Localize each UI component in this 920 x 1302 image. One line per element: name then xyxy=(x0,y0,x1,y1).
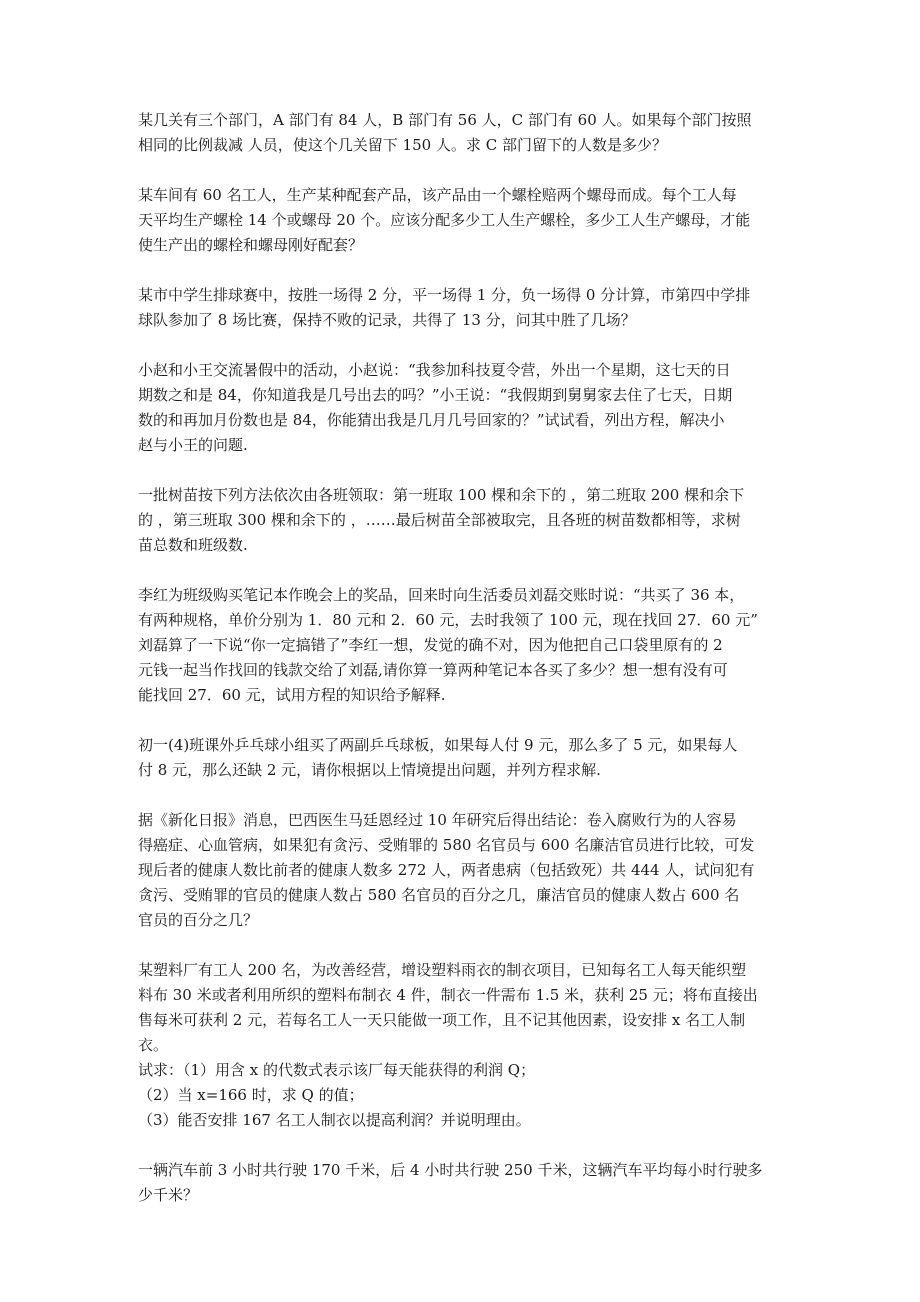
problem-line: 贪污、受贿罪的官员的健康人数占 580 名官员的百分之几，廉洁官员的健康人数占 600 名 xyxy=(138,886,740,904)
problem-6 xyxy=(138,583,788,708)
problem-4 xyxy=(138,358,788,458)
problem-line: 李红为班级购买笔记本作晚会上的奖品，回来时向生活委员刘磊交账时说：“共买了 36 本， xyxy=(138,586,745,604)
problem-1 xyxy=(138,108,788,158)
problem-line: 天平均生产螺栓 14 个或螺母 20 个。应该分配多少工人生产螺栓，多少工人生产螺母，才能 xyxy=(138,211,751,229)
problem-line: 售每米可获利 2 元，若每名工人一天只能做一项工作，且不记其他因素，设安排 x 名工人制 xyxy=(138,1011,746,1029)
problem-line: 元钱一起当作找回的钱款交给了刘磊,请你算一算两种笔记本各买了多少？想一想有没有可 xyxy=(138,661,728,679)
problem-line: 据《新化日报》消息，巴西医生马廷恩经过 10 年研究后得出结论：卷入腐败行为的人容易 xyxy=(138,811,737,829)
sub-question: （2）当 x=166 时，求 Q 的值； xyxy=(138,1086,364,1104)
problem-line: 数的和再加月份数也是 84，你能猜出我是几月几号回家的？”试试看，列出方程，解决小 xyxy=(138,411,725,429)
problem-line: 得癌症、心血管病，如果犯有贪污、受贿罪的 580 名官员与 600 名廉洁官员进行比较，可发 xyxy=(138,836,755,854)
problem-line: 苗总数和班级数. xyxy=(138,536,248,554)
problem-line: 某塑料厂有工人 200 名，为改善经营，增设塑料雨衣的制衣项目，已知每名工人每天能织塑 xyxy=(138,961,747,979)
problem-line: 某车间有 60 名工人，生产某种配套产品，该产品由一个螺栓赔两个螺母而成。每个工人每 xyxy=(138,186,737,204)
sub-question: （3）能否安排 167 名工人制衣以提高利润？并说明理由。 xyxy=(138,1111,531,1129)
problem-line: 衣。 xyxy=(138,1036,169,1054)
problem-line: 刘磊算了一下说“你一定搞错了”李红一想，发觉的确不对，因为他把自己口袋里原有的 2 xyxy=(138,636,723,654)
problem-line: 某市中学生排球赛中，按胜一场得 2 分，平一场得 1 分，负一场得 0 分计算，市第四中学排 xyxy=(138,286,751,304)
problem-3 xyxy=(138,283,788,333)
problem-line: 少千米？ xyxy=(138,1186,199,1204)
problem-line: 初一(4)班课外乒乓球小组买了两副乒乓球板，如果每人付 9 元，那么多了 5 元，如果每人 xyxy=(138,736,738,754)
problem-line: 料布 30 米或者利用所织的塑料布制衣 4 件，制衣一件需布 1.5 米，获利 25 元；将布直接出 xyxy=(138,986,758,1004)
problem-line: 有两种规格，单价分别为 1．80 元和 2．60 元，去时我领了 100 元，现在找回 27．60 元” xyxy=(138,611,758,629)
problem-9 xyxy=(138,958,788,1133)
problem-line: 期数之和是 84，你知道我是几号出去的吗？”小王说：“我假期到舅舅家去住了七天，日期 xyxy=(138,386,733,404)
problem-line: 赵与小王的问题. xyxy=(138,436,248,454)
problem-line: 能找回 27．60 元，试用方程的知识给予解释. xyxy=(138,686,446,704)
problem-line: 的 ，第三班取 300 棵和余下的 ，……最后树苗全部被取完，且各班的树苗数都相等，求树 xyxy=(138,511,741,529)
sub-question: 试求：（1）用含 x 的代数式表示该厂每天能获得的利润 Q； xyxy=(138,1061,536,1079)
problem-line: 使生产出的螺栓和螺母刚好配套？ xyxy=(138,236,364,254)
problem-line: 现后者的健康人数比前者的健康人数多 272 人，两者患病（包括致死）共 444 人，试问犯有 xyxy=(138,861,755,879)
problem-line: 官员的百分之几？ xyxy=(138,911,259,929)
problem-line: 付 8 元，那么还缺 2 元，请你根据以上情境提出问题，并列方程求解. xyxy=(138,761,601,779)
problem-line: 相同的比例裁减 人员，使这个几关留下 150 人。求 C 部门留下的人数是多少？ xyxy=(138,136,667,154)
problem-line: 一辆汽车前 3 小时共行驶 170 千米，后 4 小时共行驶 250 千米，这辆汽车平均每小时行驶多 xyxy=(138,1161,763,1179)
problem-5 xyxy=(138,483,788,558)
problem-line: 一批树苗按下列方法依次由各班领取：第一班取 100 棵和余下的 ，第二班取 200 棵和余下 xyxy=(138,486,745,504)
problem-10 xyxy=(138,1158,788,1208)
problem-line: 球队参加了 8 场比赛，保持不败的记录，共得了 13 分，问其中胜了几场？ xyxy=(138,311,636,329)
problem-8 xyxy=(138,808,788,933)
problem-2 xyxy=(138,183,788,258)
problem-7 xyxy=(138,733,788,783)
problem-line: 某几关有三个部门，A 部门有 84 人，B 部门有 56 人，C 部门有 60 人。如果每个部门按照 xyxy=(138,111,752,129)
document-page xyxy=(138,108,788,1233)
problem-line: 小赵和小王交流暑假中的活动，小赵说：“我参加科技夏令营，外出一个星期，这七天的日 xyxy=(138,361,731,379)
